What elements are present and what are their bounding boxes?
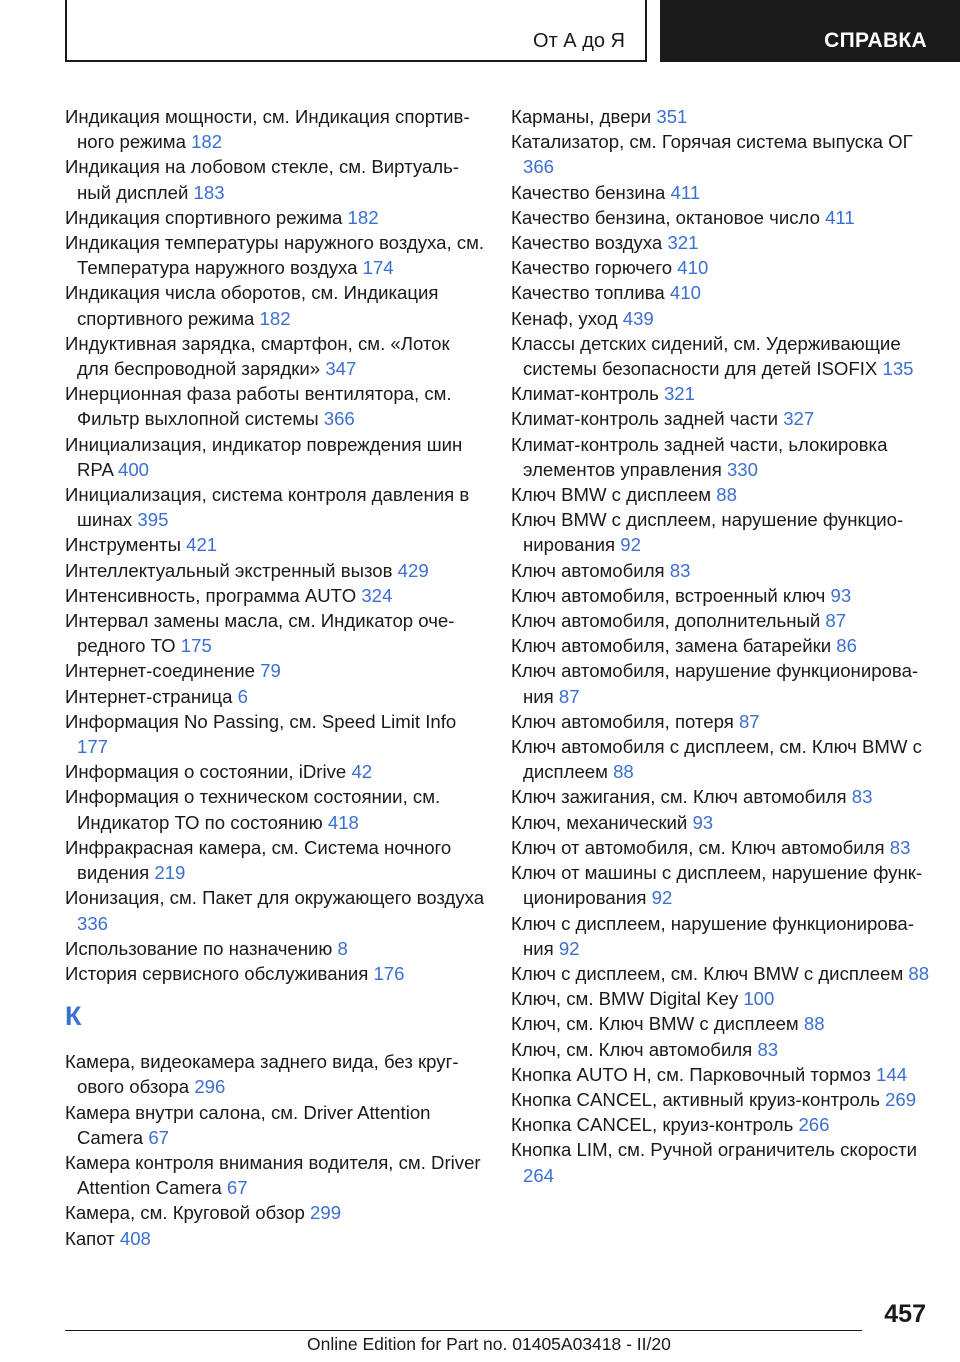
header-section-box (660, 0, 960, 62)
page-link[interactable]: 176 (373, 962, 405, 984)
index-entry (511, 331, 931, 381)
index-group-i (65, 104, 485, 986)
index-entry (511, 986, 931, 1011)
index-entry (65, 1226, 485, 1251)
entry-text: Информация о состоянии, iDrive (65, 761, 347, 783)
entry-text: Ключ автомобиля, дополнительный (511, 610, 821, 632)
index-entry (511, 306, 931, 331)
page-link[interactable]: 296 (194, 1076, 226, 1098)
page-link[interactable]: 219 (154, 862, 186, 884)
entry-text: Катализатор, см. Горячая система выпуска ОГ (511, 131, 913, 153)
index-entry (511, 608, 931, 633)
page-link[interactable]: 88 (803, 1013, 825, 1035)
page-link[interactable]: 100 (743, 988, 775, 1010)
entry-text: Карманы, двери (511, 106, 652, 127)
index-entry (65, 205, 485, 230)
page-link[interactable]: 175 (180, 635, 212, 657)
entry-text: Камера контроля внимания водителя, см. Driver Attention Camera (65, 1151, 481, 1199)
page-link[interactable]: 93 (830, 584, 852, 606)
index-entry (65, 280, 485, 330)
page-link[interactable]: 182 (191, 131, 223, 153)
entry-text: Инициализация, система контроля давления в шинах (65, 484, 470, 531)
page-link[interactable]: 79 (260, 660, 281, 682)
page-link[interactable]: 421 (186, 534, 218, 556)
index-entry (65, 583, 485, 608)
entry-text: Ключ, см. BMW Digital Key (511, 988, 739, 1010)
entry-text: Качество топлива (511, 282, 665, 304)
entry-text: Камера внутри салона, см. Driver Attention Camera (65, 1101, 431, 1148)
index-entry (511, 558, 931, 583)
entry-text: Интернет-соединение (65, 660, 255, 682)
entry-text: Использование по назначению (65, 937, 333, 959)
index-entry (511, 709, 931, 734)
page-link[interactable]: 92 (651, 887, 673, 909)
index-entry (65, 558, 485, 583)
entry-text: Качество бензина, октановое число (511, 206, 820, 228)
index-entry (65, 1200, 485, 1225)
entry-text: Интенсивность, программа AUTO (65, 584, 357, 606)
index-entry (65, 1150, 485, 1200)
index-entry (511, 658, 931, 708)
index-entry (65, 532, 485, 557)
page-link[interactable]: 183 (193, 181, 225, 203)
index-entry (511, 583, 931, 608)
page-link[interactable]: 92 (620, 534, 641, 556)
page-link[interactable]: 321 (663, 383, 695, 405)
header-tab-label: От А до Я (533, 30, 625, 52)
page-link[interactable]: 266 (798, 1114, 830, 1136)
index-column-right (511, 104, 931, 1188)
index-entry (511, 1037, 931, 1062)
page-link[interactable]: 83 (669, 559, 691, 581)
index-entry (65, 1049, 485, 1099)
page-link[interactable]: 429 (397, 559, 429, 581)
page-link[interactable]: 83 (889, 836, 911, 858)
page-link[interactable]: 88 (908, 962, 930, 984)
entry-text: Ключ автомобиля (511, 559, 665, 581)
index-entry (511, 784, 931, 809)
entry-text: Интеллектуальный экстренный вызов (65, 559, 393, 581)
entry-text: Капот (65, 1227, 115, 1249)
index-entry (65, 936, 485, 961)
page-number: 457 (884, 1300, 926, 1328)
page-link[interactable]: 336 (77, 912, 109, 934)
index-entry (511, 810, 931, 835)
index-entry (511, 482, 931, 507)
index-entry (511, 911, 931, 961)
entry-text: Климат-контроль задней части, ьлокировка элементов управления (511, 433, 888, 480)
index-entry (511, 432, 931, 482)
page-link[interactable]: 83 (757, 1038, 779, 1060)
index-entry (511, 129, 931, 179)
entry-text: Ключ, см. Ключ автомобиля (511, 1038, 753, 1060)
index-entry (65, 154, 485, 204)
entry-text: Ключ от машины с дисплеем, нарушение функционирования (511, 862, 923, 909)
entry-text: Информация No Passing, см. Speed Limit Info (65, 710, 457, 732)
entry-text: Ключ зажигания, см. Ключ автомобиля (511, 786, 847, 808)
entry-text: Ионизация, см. Пакет для окружающего воздуха (65, 887, 485, 909)
index-entry (65, 684, 485, 709)
entry-text: Качество воздуха (511, 232, 663, 254)
index-entry (65, 961, 485, 986)
entry-text: Классы детских сидений, см. Удерживающие системы безопасности для детей ISOFIX (511, 332, 901, 380)
entry-text: Интернет-страница (65, 685, 233, 707)
index-entry (511, 104, 931, 129)
page-link[interactable]: 87 (825, 610, 847, 632)
entry-text: Индикация температуры наружного воздуха, см. Температура наружного воздуха (65, 232, 485, 279)
entry-text: Ключ с дисплеем, см. Ключ BMW с дисплеем (511, 962, 904, 984)
index-entry (511, 860, 931, 910)
index-entry (511, 961, 931, 986)
index-entry (65, 1100, 485, 1150)
index-entry (511, 1062, 931, 1087)
page-link[interactable]: 410 (669, 282, 701, 304)
entry-text: Инструменты (65, 534, 181, 556)
entry-text: Индикация числа оборотов, см. Индикация спортивного режима (65, 282, 439, 329)
index-entry (511, 230, 931, 255)
index-entry (65, 381, 485, 431)
index-entry (511, 1087, 931, 1112)
page-link[interactable]: 182 (347, 206, 379, 228)
index-entry (511, 205, 931, 230)
entry-text: Ключ BMW с дисплеем, нарушение функционирования (511, 509, 904, 556)
entry-text: Климат-контроль (511, 383, 659, 405)
page-link[interactable]: 418 (327, 811, 359, 833)
page-link[interactable]: 6 (237, 685, 248, 707)
page-link[interactable]: 324 (361, 584, 393, 606)
page-link[interactable]: 264 (523, 1164, 555, 1186)
page-link[interactable]: 327 (783, 408, 815, 430)
entry-text: Ключ автомобиля, нарушение функционирования (511, 660, 919, 707)
entry-text: Ключ, см. Ключ BMW с дисплеем (511, 1013, 799, 1035)
page-link[interactable]: 67 (148, 1126, 169, 1148)
entry-text: Ключ BMW с дисплеем (511, 484, 712, 506)
index-entry (65, 709, 485, 759)
footer-edition: Online Edition for Part no. 01405A03418 - II/20 (307, 1334, 671, 1354)
index-entry (511, 180, 931, 205)
entry-text: Информация о техническом состоянии, см. Индикатор ТО по состоянию (65, 786, 441, 833)
page-link[interactable]: 86 (836, 635, 857, 657)
page-link[interactable]: 347 (325, 358, 357, 380)
index-entry (511, 280, 931, 305)
page-link[interactable]: 42 (351, 761, 373, 783)
page-link[interactable]: 321 (667, 232, 699, 254)
entry-text: Инициализация, индикатор повреждения шин RPA (65, 433, 463, 480)
entry-text: История сервисного обслуживания (65, 962, 369, 984)
entry-text: Кенаф, уход (511, 307, 618, 329)
index-column-left (65, 104, 485, 1251)
page-link[interactable]: 410 (677, 257, 709, 279)
entry-text: Ключ автомобиля, замена батарейки (511, 635, 832, 657)
entry-text: Качество бензина (511, 181, 666, 203)
index-group-k (65, 1049, 485, 1251)
header-tab (65, 0, 647, 62)
page-link[interactable]: 135 (882, 358, 914, 380)
index-entry (65, 759, 485, 784)
page-link[interactable]: 92 (558, 937, 580, 959)
section-title: СПРАВКА (824, 29, 927, 52)
page-link[interactable]: 177 (77, 736, 109, 758)
index-entry (65, 104, 485, 154)
entry-text: Камера, видеокамера заднего вида, без кругового обзора (65, 1051, 459, 1098)
entry-text: Инфракрасная камера, см. Система ночного видения (65, 836, 452, 884)
index-group-k-continued (511, 104, 931, 1188)
index-entry (65, 784, 485, 834)
index-entry (65, 230, 485, 280)
entry-text: Ключ автомобиля, встроенный ключ (511, 584, 826, 606)
index-entry (511, 633, 931, 658)
page-link[interactable]: 87 (738, 710, 760, 732)
entry-text: Индуктивная зарядка, смартфон, см. «Лоток для беспроводной зарядки» (65, 332, 450, 380)
page-link[interactable]: 87 (558, 685, 580, 707)
page-link[interactable]: 411 (670, 181, 701, 203)
entry-text: Качество горючего (511, 257, 673, 279)
index-entry (511, 1137, 931, 1187)
entry-text: Интервал замены масла, см. Индикатор очередного ТО (65, 610, 455, 657)
index-entry (65, 835, 485, 885)
page-link[interactable]: 400 (118, 458, 150, 480)
entry-text: Камера, см. Круговой обзор (65, 1202, 305, 1224)
page-link[interactable]: 299 (310, 1202, 342, 1224)
entry-text: Кнопка CANCEL, круиз-контроль (511, 1114, 794, 1136)
page-link[interactable]: 93 (692, 811, 714, 833)
page-link[interactable]: 439 (622, 307, 654, 329)
entry-text: Ключ от автомобиля, см. Ключ автомобиля (511, 836, 885, 858)
entry-text: Ключ, механический (511, 811, 688, 833)
page-link[interactable]: 67 (226, 1177, 248, 1199)
page-link[interactable]: 83 (851, 786, 873, 808)
index-entry (65, 658, 485, 683)
index-entry (511, 1011, 931, 1036)
page-link[interactable]: 395 (137, 509, 169, 531)
page-link[interactable]: 144 (876, 1063, 908, 1085)
index-entry (511, 507, 931, 557)
entry-text: Индикация мощности, см. Индикация спортивного режима (65, 106, 470, 153)
index-entry (511, 255, 931, 280)
index-entry (511, 1112, 931, 1137)
index-entry (511, 835, 931, 860)
entry-text: Кнопка CANCEL, активный круиз-контроль (511, 1088, 880, 1110)
entry-text: Ключ автомобиля, потеря (511, 710, 734, 732)
entry-text: Климат-контроль задней части (511, 408, 779, 430)
index-entry (65, 885, 485, 935)
page-link[interactable]: 411 (825, 206, 855, 228)
entry-text: Ключ с дисплеем, нарушение функционирования (511, 912, 914, 959)
index-entry (65, 432, 485, 482)
page-link[interactable]: 330 (726, 458, 758, 480)
entry-text: Кнопка LIM, см. Ручной ограничитель скорости (511, 1139, 917, 1161)
page-link[interactable]: 366 (323, 408, 355, 430)
page-link[interactable]: 182 (259, 307, 291, 329)
entry-text: Инерционная фаза работы вентилятора, см. Фильтр выхлопной системы (65, 383, 452, 430)
page-link[interactable]: 174 (362, 257, 394, 279)
index-entry (511, 406, 931, 431)
index-entry (65, 608, 485, 658)
index-entry (511, 734, 931, 784)
entry-text: Индикация на лобовом стекле, см. Виртуальный дисплей (65, 156, 459, 203)
index-entry (65, 331, 485, 381)
page-link[interactable]: 88 (716, 484, 737, 506)
index-entry (511, 381, 931, 406)
footer-divider (65, 1330, 862, 1331)
page-link[interactable]: 8 (337, 937, 348, 959)
page-link[interactable]: 408 (119, 1227, 151, 1249)
entry-text: Индикация спортивного режима (65, 206, 343, 228)
page-link[interactable]: 366 (523, 156, 555, 178)
page-link[interactable]: 88 (613, 761, 634, 783)
entry-text: Ключ автомобиля с дисплеем, см. Ключ BMW с дисплеем (511, 736, 922, 783)
entry-text: Кнопка AUTO H, см. Парковочный тормоз (511, 1063, 871, 1085)
index-entry (65, 482, 485, 532)
section-letter-k: К (65, 1001, 82, 1032)
page-link[interactable]: 269 (885, 1088, 917, 1110)
page-link[interactable]: 351 (656, 106, 688, 127)
